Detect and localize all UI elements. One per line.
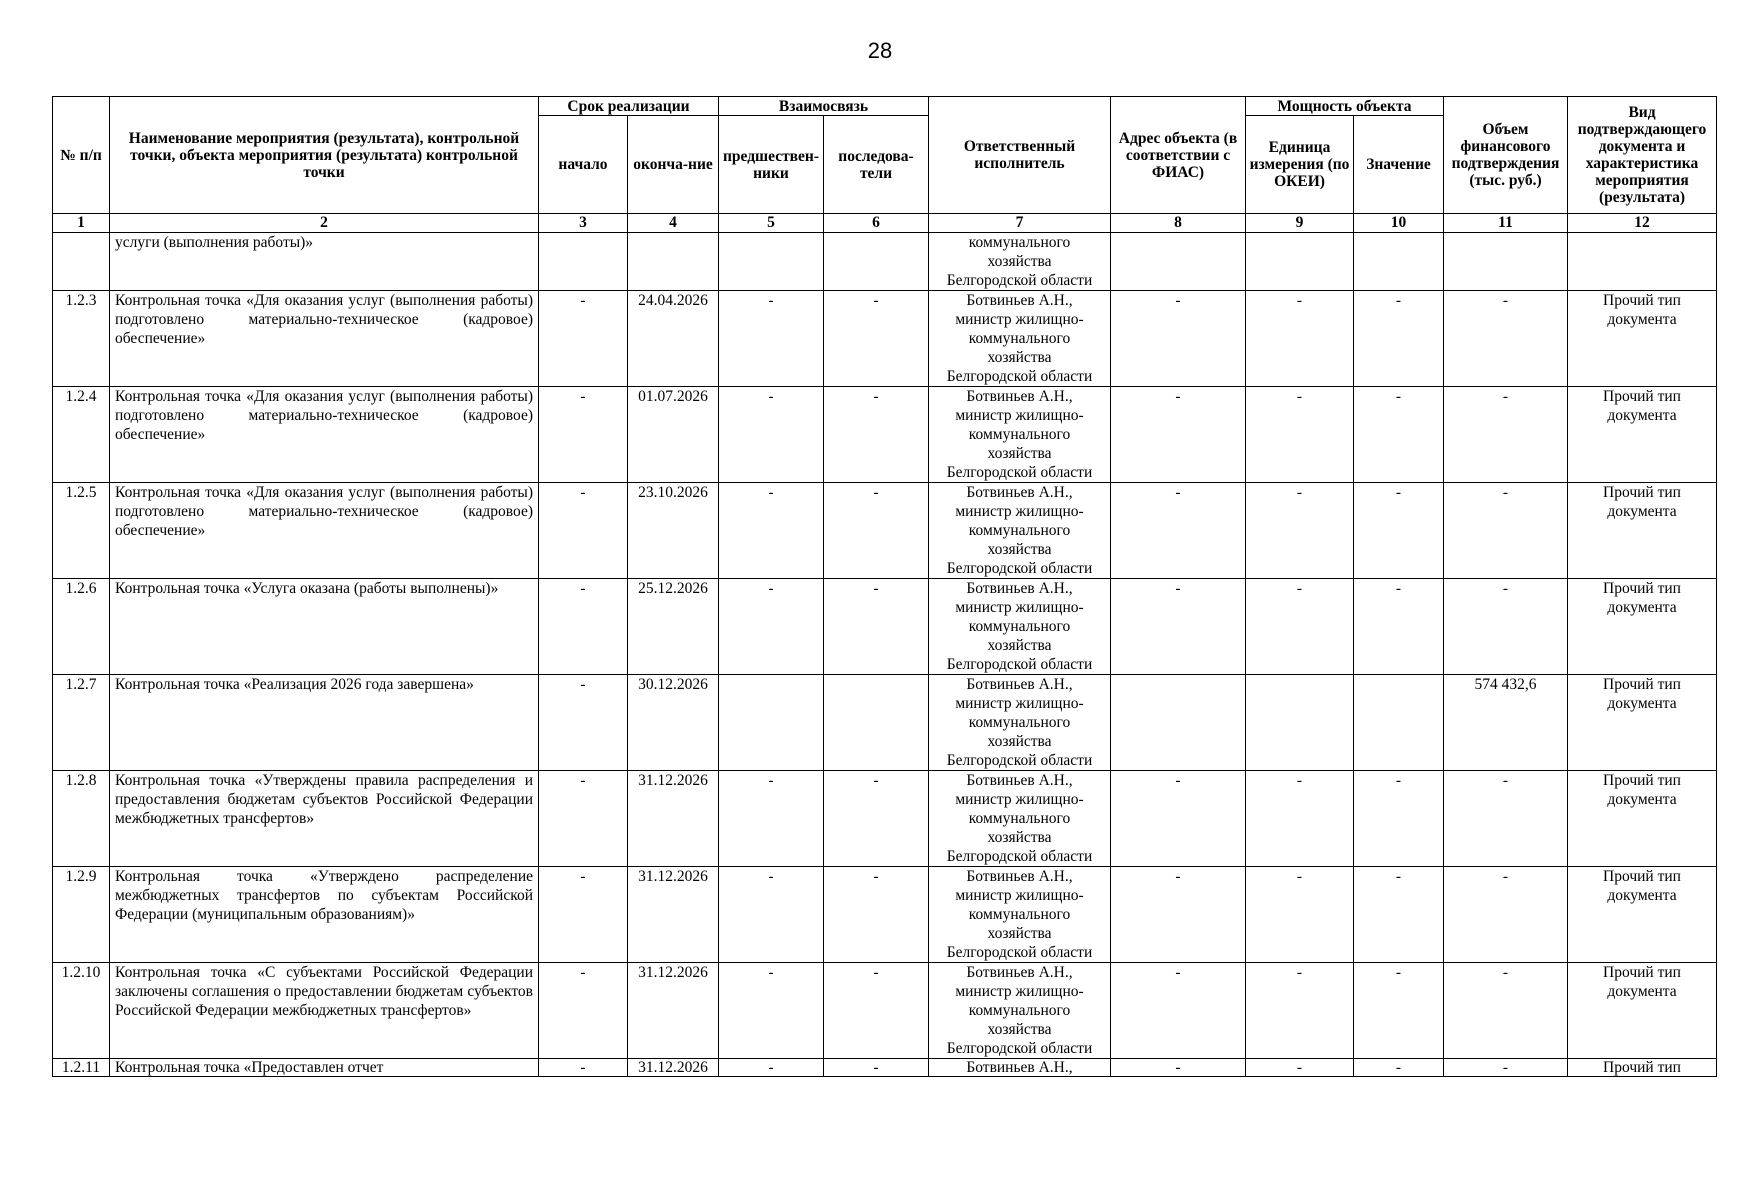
row-address: - [1111, 483, 1246, 579]
row-finance [1444, 233, 1568, 291]
row-pred: - [719, 963, 824, 1059]
row-name: Контрольная точка «Утверждены правила распределения и предоставления бюджетам субъектов Российской Федерации межбюджетных трансфертов» [110, 771, 539, 867]
row-pred [719, 233, 824, 291]
responsible-line: министр жилищно- [955, 887, 1084, 904]
row-unit: - [1246, 1059, 1354, 1077]
responsible-line: коммунального [968, 234, 1071, 251]
header-end: оконча-ние [628, 116, 719, 214]
row-succ: - [824, 579, 929, 675]
page-number: 28 [867, 38, 893, 63]
responsible-line: Ботвиньев А.Н., [966, 484, 1073, 501]
row-name: Контрольная точка «С субъектами Российской Федерации заключены соглашения о предоставлении бюджетам субъектов Российской Федерации межбюджетных трансфертов» [110, 963, 539, 1059]
responsible-line: хозяйства [987, 349, 1052, 366]
row-number: 1.2.4 [53, 387, 110, 483]
responsible-line: хозяйства [987, 1021, 1052, 1038]
row-number: 1.2.11 [53, 1059, 110, 1077]
row-succ [824, 675, 929, 771]
row-pred: - [719, 867, 824, 963]
row-number: 1.2.9 [53, 867, 110, 963]
responsible-line: Ботвиньев А.Н., [966, 292, 1073, 309]
row-end: 31.12.2026 [628, 771, 719, 867]
responsible-line: Белгородской области [946, 272, 1093, 289]
row-pred: - [719, 1059, 824, 1077]
row-address: - [1111, 579, 1246, 675]
column-number: 2 [110, 214, 539, 233]
responsible-line: министр жилищно- [955, 791, 1084, 808]
row-succ: - [824, 291, 929, 387]
row-succ: - [824, 771, 929, 867]
row-unit: - [1246, 579, 1354, 675]
row-value: - [1354, 867, 1444, 963]
header-link-group: Взаимосвязь [719, 97, 929, 116]
row-start: - [539, 483, 628, 579]
header-responsible: Ответственный исполнитель [929, 97, 1111, 214]
row-start: - [539, 771, 628, 867]
column-number: 11 [1444, 214, 1568, 233]
responsible-line: коммунального [968, 1002, 1071, 1019]
responsible-line: Белгородской области [946, 944, 1093, 961]
row-end: 30.12.2026 [628, 675, 719, 771]
row-value: - [1354, 579, 1444, 675]
responsible-line: Белгородской области [946, 1040, 1093, 1057]
column-number: 9 [1246, 214, 1354, 233]
row-unit: - [1246, 771, 1354, 867]
row-end: 23.10.2026 [628, 483, 719, 579]
column-number: 12 [1568, 214, 1717, 233]
responsible-line: Ботвиньев А.Н., [966, 580, 1073, 597]
responsible-line: хозяйства [987, 925, 1052, 942]
column-number: 8 [1111, 214, 1246, 233]
row-address: - [1111, 291, 1246, 387]
row-start: - [539, 963, 628, 1059]
row-start: - [539, 675, 628, 771]
row-responsible [929, 579, 1111, 675]
row-value [1354, 233, 1444, 291]
row-address [1111, 675, 1246, 771]
row-doc-type: Прочий тип документа [1568, 867, 1717, 963]
row-end: 31.12.2026 [628, 867, 719, 963]
row-pred: - [719, 483, 824, 579]
row-doc-type: Прочий тип документа [1568, 579, 1717, 675]
row-address: - [1111, 387, 1246, 483]
column-number: 5 [719, 214, 824, 233]
row-address [1111, 233, 1246, 291]
responsible-line: Ботвиньев А.Н., [966, 868, 1073, 885]
row-number: 1.2.3 [53, 291, 110, 387]
row-name: Контрольная точка «Услуга оказана (работы выполнены)» [110, 579, 539, 675]
row-end: 01.07.2026 [628, 387, 719, 483]
row-name: Контрольная точка «Утверждено распределение межбюджетных трансфертов по субъектам Российской Федерации (муниципальным образованиям)» [110, 867, 539, 963]
row-value: - [1354, 483, 1444, 579]
header-finance: Объем финансового подтверждения (тыс. руб.) [1444, 97, 1568, 214]
column-number: 1 [53, 214, 110, 233]
header-period-group: Срок реализации [539, 97, 719, 116]
row-succ: - [824, 963, 929, 1059]
table-row [53, 867, 1717, 963]
row-responsible [929, 867, 1111, 963]
column-number-row [53, 214, 1717, 233]
header-doc-type: Вид подтверждающего документа и характеристика мероприятия (результата) [1568, 97, 1717, 214]
row-end: 25.12.2026 [628, 579, 719, 675]
header-no: № п/п [53, 97, 110, 214]
row-succ: - [824, 483, 929, 579]
row-start: - [539, 387, 628, 483]
header-pred: предшествен-ники [719, 116, 824, 214]
header-value: Значение [1354, 116, 1444, 214]
row-value [1354, 675, 1444, 771]
row-number: 1.2.7 [53, 675, 110, 771]
responsible-line: Белгородской области [946, 464, 1093, 481]
row-unit: - [1246, 291, 1354, 387]
row-unit [1246, 233, 1354, 291]
responsible-line: Белгородской области [946, 368, 1093, 385]
table-row [53, 1059, 1717, 1077]
row-unit [1246, 675, 1354, 771]
row-address: - [1111, 963, 1246, 1059]
row-finance: - [1444, 963, 1568, 1059]
row-start: - [539, 579, 628, 675]
responsible-line: Ботвиньев А.Н., [966, 964, 1073, 981]
responsible-line: хозяйства [987, 829, 1052, 846]
row-start: - [539, 1059, 628, 1077]
header-unit: Единица измерения (по ОКЕИ) [1246, 116, 1354, 214]
row-unit: - [1246, 963, 1354, 1059]
responsible-line: хозяйства [987, 637, 1052, 654]
table-row [53, 771, 1717, 867]
row-responsible [929, 291, 1111, 387]
table-row-continuation [53, 233, 1717, 291]
responsible-line: хозяйства [987, 445, 1052, 462]
table-row [53, 675, 1717, 771]
row-responsible [929, 675, 1111, 771]
row-value: - [1354, 291, 1444, 387]
row-responsible: Ботвиньев А.Н., [929, 1059, 1111, 1077]
responsible-line: Ботвиньев А.Н., [966, 676, 1073, 693]
responsible-line: коммунального [968, 906, 1071, 923]
header-succ: последова-тели [824, 116, 929, 214]
row-start: - [539, 867, 628, 963]
row-value: - [1354, 387, 1444, 483]
row-doc-type: Прочий тип документа [1568, 963, 1717, 1059]
header-start: начало [539, 116, 628, 214]
responsible-line: Белгородской области [946, 752, 1093, 769]
row-name: Контрольная точка «Для оказания услуг (выполнения работы) подготовлено материально-техническое (кадровое) обеспечение» [110, 483, 539, 579]
row-finance: - [1444, 579, 1568, 675]
responsible-line: хозяйства [987, 541, 1052, 558]
row-number: 1.2.8 [53, 771, 110, 867]
row-pred: - [719, 291, 824, 387]
row-responsible [929, 233, 1111, 291]
row-start: - [539, 291, 628, 387]
row-finance: - [1444, 291, 1568, 387]
responsible-line: Ботвиньев А.Н., [966, 388, 1073, 405]
row-address: - [1111, 771, 1246, 867]
row-name: Контрольная точка «Для оказания услуг (выполнения работы) подготовлено материально-техническое (кадровое) обеспечение» [110, 291, 539, 387]
responsible-line: министр жилищно- [955, 311, 1084, 328]
row-pred: - [719, 579, 824, 675]
responsible-line: министр жилищно- [955, 503, 1084, 520]
row-name: Контрольная точка «Реализация 2026 года завершена» [110, 675, 539, 771]
row-name: Контрольная точка «Для оказания услуг (выполнения работы) подготовлено материально-техническое (кадровое) обеспечение» [110, 387, 539, 483]
responsible-line: коммунального [968, 522, 1071, 539]
row-doc-type: Прочий тип документа [1568, 291, 1717, 387]
row-finance: - [1444, 771, 1568, 867]
plan-table [52, 96, 1717, 1077]
table-row [53, 291, 1717, 387]
header-address: Адрес объекта (в соответствии с ФИАС) [1111, 97, 1246, 214]
row-doc-type: Прочий тип документа [1568, 675, 1717, 771]
row-finance: - [1444, 867, 1568, 963]
row-finance: - [1444, 387, 1568, 483]
row-value: - [1354, 963, 1444, 1059]
row-name: Контрольная точка «Предоставлен отчет [110, 1059, 539, 1077]
row-pred [719, 675, 824, 771]
column-number: 6 [824, 214, 929, 233]
row-unit: - [1246, 483, 1354, 579]
responsible-line: Белгородской области [946, 560, 1093, 577]
responsible-line: министр жилищно- [955, 695, 1084, 712]
column-number: 10 [1354, 214, 1444, 233]
row-unit: - [1246, 387, 1354, 483]
row-succ: - [824, 867, 929, 963]
row-pred: - [719, 771, 824, 867]
row-end: 31.12.2026 [628, 1059, 719, 1077]
row-number: 1.2.6 [53, 579, 110, 675]
table-row [53, 387, 1717, 483]
responsible-line: хозяйства [987, 733, 1052, 750]
row-succ [824, 233, 929, 291]
row-finance: - [1444, 483, 1568, 579]
responsible-line: коммунального [968, 618, 1071, 635]
row-finance: 574 432,6 [1444, 675, 1568, 771]
row-doc-type: Прочий тип [1568, 1059, 1717, 1077]
row-succ: - [824, 1059, 929, 1077]
row-finance: - [1444, 1059, 1568, 1077]
row-doc-type: Прочий тип документа [1568, 387, 1717, 483]
responsible-line: коммунального [968, 426, 1071, 443]
row-address: - [1111, 1059, 1246, 1077]
row-pred: - [719, 387, 824, 483]
responsible-line: коммунального [968, 810, 1071, 827]
row-responsible [929, 387, 1111, 483]
table-row [53, 963, 1717, 1059]
row-address: - [1111, 867, 1246, 963]
row-responsible [929, 771, 1111, 867]
row-number: 1.2.5 [53, 483, 110, 579]
row-doc-type [1568, 233, 1717, 291]
responsible-line: коммунального [968, 714, 1071, 731]
row-value: - [1354, 771, 1444, 867]
responsible-line: Ботвиньев А.Н., [966, 772, 1073, 789]
responsible-line: хозяйства [987, 253, 1052, 270]
responsible-line: Белгородской области [946, 848, 1093, 865]
row-responsible [929, 963, 1111, 1059]
column-number: 3 [539, 214, 628, 233]
row-succ: - [824, 387, 929, 483]
table-row [53, 483, 1717, 579]
responsible-line: министр жилищно- [955, 407, 1084, 424]
row-doc-type: Прочий тип документа [1568, 483, 1717, 579]
row-number [53, 233, 110, 291]
table-row [53, 579, 1717, 675]
row-end [628, 233, 719, 291]
header-capacity-group: Мощность объекта [1246, 97, 1444, 116]
row-doc-type: Прочий тип документа [1568, 771, 1717, 867]
row-start [539, 233, 628, 291]
row-number: 1.2.10 [53, 963, 110, 1059]
row-name: услуги (выполнения работы)» [110, 233, 539, 291]
responsible-line: Белгородской области [946, 656, 1093, 673]
column-number: 4 [628, 214, 719, 233]
responsible-line: министр жилищно- [955, 599, 1084, 616]
row-value: - [1354, 1059, 1444, 1077]
responsible-line: министр жилищно- [955, 983, 1084, 1000]
responsible-line: коммунального [968, 330, 1071, 347]
row-end: 24.04.2026 [628, 291, 719, 387]
row-responsible [929, 483, 1111, 579]
header-name: Наименование мероприятия (результата), контрольной точки, объекта мероприятия (результата) контрольной точки [110, 97, 539, 214]
row-end: 31.12.2026 [628, 963, 719, 1059]
row-unit: - [1246, 867, 1354, 963]
column-number: 7 [929, 214, 1111, 233]
